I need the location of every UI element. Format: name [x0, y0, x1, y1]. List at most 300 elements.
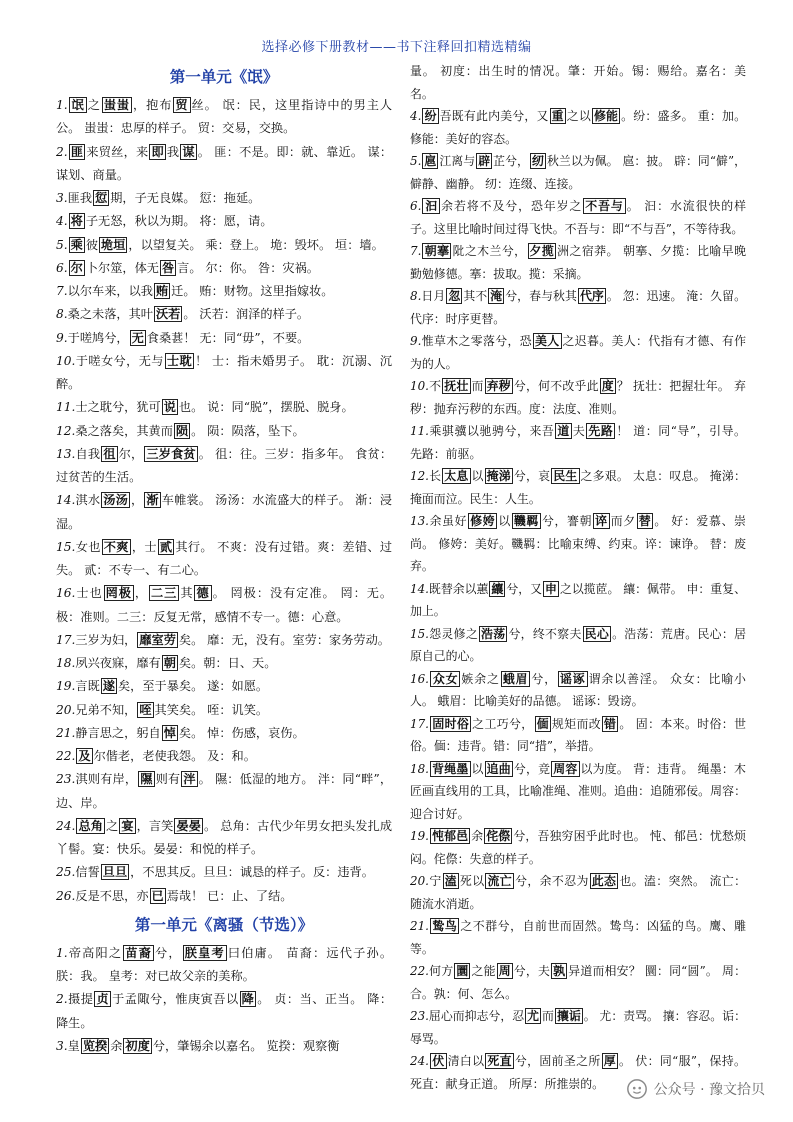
entry-text: 量。 初度：出生时的情况。肇：开始。锡：赐给。嘉名：美名。: [410, 64, 746, 101]
entry-text: 惟草木之零落兮，恐: [421, 334, 533, 348]
entry-text: 兮，肇锡余以嘉名。 览揆：观察衡: [152, 1038, 340, 1053]
boxed-term: 晏晏: [176, 818, 202, 833]
boxed-term: 伏: [431, 1054, 445, 1068]
entry-text: 秋兰以为佩。 扈：披。 辟：同“僻”，僻静、幽静。 纫：连缀、连接。: [410, 154, 746, 191]
entry-text: 车帷裳。 汤汤：水流盛大的样子。 渐：浸湿。: [56, 493, 393, 531]
annotation-entry: [56, 280, 392, 303]
entry-text: 言既: [75, 679, 100, 694]
annotation-entry: [410, 1005, 746, 1050]
entry-text: 尔偕老，老使我怨。 及：和。: [93, 749, 256, 763]
entry-number: 1.: [56, 945, 68, 960]
entry-text: 以: [498, 514, 511, 528]
entry-number: 6.: [56, 260, 68, 275]
boxed-term: 修能: [593, 109, 619, 123]
annotation-entry: [410, 465, 746, 510]
entry-number: 14.: [56, 493, 76, 508]
watermark: [626, 1078, 765, 1100]
entry-number: 4.: [56, 214, 68, 229]
boxed-term: 三岁食贫: [146, 446, 196, 461]
entry-number: 17.: [410, 716, 429, 731]
annotation-entry: [56, 210, 392, 233]
entry-text: ，士: [131, 539, 157, 554]
boxed-term: 降: [241, 992, 255, 1007]
boxed-term: 孰: [553, 964, 566, 978]
boxed-term: 圜: [456, 964, 469, 978]
annotation-entry: [56, 489, 392, 536]
entry-text: ？ 抚壮：把握壮年。 弃秽：抛弃污秽的东西。度：法度、准则。: [410, 379, 746, 416]
boxed-term: 总角: [78, 818, 104, 833]
entry-number: 13.: [410, 514, 429, 528]
boxed-term: 泮: [183, 772, 196, 787]
annotation-entry: [410, 150, 746, 195]
entry-text: 。 隰：低湿的地方。 泮：同“畔”，边、岸。: [56, 772, 393, 810]
annotation-entry: [56, 861, 392, 884]
entry-text: 夫: [572, 424, 586, 438]
entry-text: 以尔车来，以我: [67, 284, 153, 298]
entry-text: 信誓: [75, 865, 100, 880]
entry-number: 15.: [56, 539, 76, 554]
boxed-term: 沃若: [155, 307, 181, 322]
entry-text: 兮，竞: [513, 761, 551, 776]
entry-text: 士之耽兮，犹可: [75, 400, 161, 415]
boxed-term: 不爽: [103, 539, 129, 554]
entry-text: 。 贞：当、正当。 降：降生。: [56, 992, 393, 1030]
boxed-term: 将: [70, 214, 83, 229]
boxed-term: 周容: [553, 761, 578, 776]
annotation-entry: [410, 758, 746, 826]
entry-text: 言。 尔：你。 咎：灾祸。: [177, 260, 319, 275]
entry-text: 我: [166, 144, 180, 159]
entry-number: 3.: [56, 191, 68, 205]
entry-text: 自我: [75, 446, 101, 461]
boxed-term: 先路: [588, 424, 614, 438]
entry-number: 4.: [410, 109, 422, 123]
boxed-term: 流亡: [487, 874, 513, 888]
boxed-term: 替: [638, 514, 652, 528]
boxed-term: 民生: [553, 469, 578, 483]
entry-number: 10.: [56, 353, 76, 368]
entry-text: 桑之落矣，其黄而: [75, 423, 173, 438]
boxed-term: 重: [551, 109, 564, 123]
annotation-entry: [410, 825, 746, 870]
entry-text: 其笑矣。 咥：讥笑。: [154, 702, 269, 717]
boxed-term: 乘: [70, 237, 83, 252]
annotation-entry: [410, 870, 746, 915]
annotation-entry: [410, 510, 746, 578]
boxed-term: 及: [78, 749, 91, 763]
entry-text: 三岁为妇，: [75, 632, 137, 647]
entry-text: 。浩荡：荒唐。民心：居原自己的心。: [410, 626, 746, 663]
entry-text: 江离与: [439, 154, 476, 168]
entry-text: 则有: [155, 772, 181, 787]
boxed-term: 贿: [155, 284, 169, 298]
boxed-term: 汩: [424, 199, 439, 213]
boxed-term: 固时俗: [431, 716, 470, 731]
annotation-entry: [410, 195, 746, 240]
boxed-term: 背绳墨: [431, 761, 469, 776]
annotation-entry: [410, 330, 746, 375]
annotation-entry: [410, 668, 746, 713]
entry-text: 之以揽茝。 纕：佩带。 申：重复、加上。: [410, 581, 746, 618]
annotation-entry: [410, 713, 746, 758]
boxed-term: 汤汤: [103, 493, 128, 508]
entry-text: 于嗟鸠兮，: [67, 330, 129, 345]
entry-number: 18.: [410, 761, 429, 776]
entry-text: 。 伏：同“服”，保持。 死直：献身正道。 所厚：所推崇的。: [410, 1054, 746, 1091]
boxed-term: 谇: [595, 514, 608, 528]
annotation-entry: [56, 745, 392, 768]
entry-number: 14.: [410, 581, 429, 596]
entry-number: 22.: [56, 749, 76, 763]
annotation-entry: [56, 988, 392, 1035]
annotation-entry: [56, 699, 392, 722]
entry-text: 。 忽：迅速。 淹：久留。 代序：时序更替。: [410, 289, 746, 326]
annotation-entry: [56, 675, 392, 698]
boxed-term: 咥: [139, 702, 152, 717]
entry-text: 兮，夫: [513, 964, 551, 978]
boxed-term: 即: [151, 144, 164, 159]
entry-number: 17.: [56, 632, 76, 647]
entry-text: 长: [428, 469, 442, 483]
boxed-term: 德: [196, 586, 210, 601]
boxed-term: 扈: [424, 154, 437, 168]
boxed-term: 贰: [159, 539, 173, 554]
entry-text: 之不群兮，自前世而固然。鸷鸟：凶猛的鸟。鹰、雕等。: [410, 919, 746, 956]
entry-text: 迁。 贿：财物。这里指嫁妆。: [171, 284, 334, 298]
boxed-term: 渐: [146, 493, 159, 508]
entry-number: 8.: [410, 289, 422, 303]
boxed-term: 愆: [95, 191, 108, 205]
left-column: [56, 60, 392, 1058]
entry-text: 也。 说：同“脱”，摆脱、脱身。: [178, 400, 354, 415]
annotation-entry: [56, 536, 392, 583]
entry-text: 乘骐骥以驰骋兮，来吾: [428, 424, 555, 438]
entry-text: 兄弟不知，: [75, 702, 137, 717]
section-title: 第一单元《离骚（节选）》: [134, 915, 314, 934]
annotation-entry: [410, 420, 746, 465]
page-header: 选择必修下册教材——书下注释回扣精选精编: [261, 40, 532, 55]
boxed-term: 苗裔: [125, 945, 152, 960]
entry-text: 帝高阳之: [67, 945, 123, 960]
entry-text: 何方: [428, 964, 454, 978]
entry-text: 兮，终不察夫: [508, 626, 582, 641]
entry-text: 也。溘：突然。 流亡：随流水消逝。: [410, 874, 746, 911]
entry-text: 皇: [67, 1038, 80, 1053]
entry-text: 。 罔极：没有定准。 罔：无。极：准则。二三：反复无常，感情不专一。德：心意。: [56, 586, 393, 624]
entry-number: 11.: [410, 424, 429, 438]
annotation-entry: [410, 915, 746, 960]
boxed-term: 申: [545, 581, 557, 596]
entry-number: 16.: [410, 671, 429, 686]
entry-text: 夙兴夜寐，靡有: [75, 656, 161, 670]
entry-text: 淇则有岸，: [75, 772, 138, 787]
entry-text: 匪我: [67, 191, 93, 205]
boxed-term: 已: [151, 888, 164, 903]
annotation-entry: [56, 942, 392, 989]
entry-text: 来贸丝，来: [86, 144, 149, 159]
annotation-entry: [56, 722, 392, 745]
entry-text: 而: [471, 379, 484, 393]
entry-number: 23.: [410, 1009, 429, 1023]
entry-text: 丝。 氓：民，这里指诗中的男主人公。 蚩蚩：忠厚的样子。 贸：交易，交换。: [56, 98, 393, 136]
boxed-term: 度: [601, 379, 614, 393]
entry-text: 以为度。 背：违背。 绳墨：木匠画直线用的工具，比喻准绳、准则。追曲：追随邪佞。周容：迎合讨好。: [410, 761, 746, 821]
boxed-term: 尤: [527, 1009, 540, 1023]
entry-text: ，抱布: [133, 98, 173, 112]
annotation-entry: [56, 1035, 392, 1058]
boxed-term: 徂: [103, 446, 116, 461]
entry-text: 其行。 不爽：没有过错。爽：差错、过失。 贰：不专一、有二心。: [56, 539, 393, 577]
entry-text: 淇水: [75, 493, 101, 508]
boxed-term: 蛾眉: [502, 671, 529, 686]
boxed-term: 朝: [163, 656, 176, 670]
boxed-term: 不吾与: [585, 199, 624, 213]
boxed-term: 靡室劳: [139, 632, 176, 647]
boxed-term: 尔: [70, 260, 83, 275]
boxed-term: 夕揽: [529, 244, 555, 258]
boxed-term: 谣诼: [560, 671, 586, 686]
boxed-term: 垝垣: [101, 237, 126, 252]
boxed-term: 蚩蚩: [103, 98, 131, 112]
boxed-term: 遂: [102, 679, 115, 694]
boxed-term: 氓: [70, 98, 85, 112]
boxed-term: 忽: [448, 289, 461, 303]
entry-number: 2.: [56, 992, 68, 1007]
annotation-entry: [410, 375, 746, 420]
entry-number: 5.: [56, 237, 68, 252]
entry-text: 之能: [471, 964, 496, 978]
entry-text: ，: [131, 493, 144, 508]
boxed-term: 攘诟: [556, 1009, 581, 1023]
entry-text: 以: [471, 761, 484, 776]
entry-text: 以: [471, 469, 484, 483]
annotation-entry: [56, 420, 392, 443]
boxed-term: 抚壮: [444, 379, 469, 393]
boxed-term: 隰: [140, 772, 153, 787]
boxed-term: 鸷鸟: [431, 919, 458, 933]
entry-number: 5.: [410, 154, 422, 168]
entry-number: 6.: [410, 199, 422, 213]
entry-text: ，: [134, 586, 149, 601]
boxed-term: 谋: [182, 144, 195, 159]
boxed-term: 说: [163, 400, 176, 415]
annotation-entry: [56, 582, 392, 629]
entry-number: 25.: [56, 865, 76, 880]
entry-number: 10.: [410, 379, 429, 393]
entry-number: 9.: [56, 330, 68, 345]
entry-text: 。 陨：陨落，坠下。: [191, 423, 305, 438]
boxed-term: 忳郁邑: [431, 829, 469, 843]
entry-number: 11.: [56, 400, 76, 415]
entry-text: 洲之宿莽。 朝搴、夕揽：比喻早晚勤勉修德。搴：拔取。揽：采摘。: [410, 244, 746, 281]
entry-text: 食桑葚！ 无：同“毋”，不要。: [146, 330, 310, 345]
entry-text: 之: [87, 98, 101, 112]
entry-text: 余若将不及兮，恐年岁之: [441, 199, 583, 213]
entry-text: 死以: [459, 874, 485, 888]
entry-text: 彼: [85, 237, 99, 252]
entry-text: 兮，謇朝: [541, 514, 593, 528]
annotation-entry: [56, 141, 392, 188]
entry-text: 焉哉！ 已：止、了结。: [166, 888, 293, 903]
watermark-text: 公众号 · 豫文拾贝: [653, 1082, 765, 1098]
entry-number: 20.: [410, 874, 429, 888]
entry-text: 子无怒，秋以为期。 将：愿，请。: [85, 214, 273, 229]
entry-number: 12.: [56, 423, 76, 438]
entry-text: 。 沃若：润泽的样子。: [183, 307, 310, 322]
entry-text: 于孟陬兮，惟庚寅吾以: [112, 992, 239, 1007]
entry-text: 之以: [566, 109, 591, 123]
entry-number: 15.: [410, 626, 429, 641]
entry-text: 士也: [75, 586, 103, 601]
entry-text: 矣，至于暴矣。 遂：如愿。: [117, 679, 269, 694]
boxed-term: 贞: [96, 992, 110, 1007]
entry-text: 余: [471, 829, 484, 843]
boxed-term: 二三: [151, 586, 178, 601]
boxed-term: 罔极: [105, 586, 132, 601]
entry-text: 谓余以善淫。 众女：比喻小人。 蛾眉：比喻美好的品德。 谣诼：毁谤。: [410, 671, 746, 708]
entry-number: 18.: [56, 656, 76, 670]
annotation-entry: [56, 257, 392, 280]
entry-text: 之迟暮。美人：代指有才德、有作为的人。: [410, 334, 746, 371]
annotation-entry: [410, 240, 746, 285]
boxed-term: 掩涕: [486, 469, 511, 483]
entry-text: 兮，哀: [513, 469, 551, 483]
entry-text: 兮，余不忍为: [515, 874, 589, 888]
entry-text: 兮，固前圣之所: [514, 1054, 601, 1068]
entry-text: 屈心而抑志兮，忍: [428, 1009, 525, 1023]
entry-text: 静言思之，躬自: [75, 725, 161, 740]
entry-text: ，不思其反。旦旦：诚恳的样子。反：违背。: [130, 865, 374, 880]
boxed-term: 众女: [431, 671, 459, 686]
entry-number: 20.: [56, 702, 76, 717]
annotation-entry: [56, 629, 392, 652]
entry-text: 。 总角：古代少年男女把头发扎成丫髻。宴：快乐。晏晏：和悦的样子。: [56, 818, 393, 856]
entry-text: 宁: [428, 874, 442, 888]
entry-text: ！ 道：同“导”，引导。 先路：前驱。: [410, 424, 746, 461]
entry-text: 女也: [75, 539, 101, 554]
entry-text: 之多艰。 太息：叹息。 掩涕：掩面而泣。民生：人生。: [410, 469, 746, 506]
annotation-entry: [410, 60, 746, 105]
entry-text: 兮，春与秋其: [505, 289, 577, 303]
entry-text: 兮，又: [506, 581, 543, 596]
annotation-entry: [56, 885, 392, 908]
annotation-entry: [56, 187, 392, 210]
entry-text: 。纷：盛多。 重：加。修能：美好的容态。: [410, 109, 746, 146]
boxed-term: 弃秽: [486, 379, 511, 393]
entry-number: 22.: [410, 964, 429, 978]
entry-text: 余虽好: [428, 514, 468, 528]
annotation-entry: [56, 652, 392, 675]
entry-number: 1.: [56, 98, 68, 112]
entry-text: 其不: [463, 289, 488, 303]
boxed-term: 贸: [175, 98, 189, 112]
boxed-term: 侘傺: [486, 829, 511, 843]
annotation-entry: [410, 623, 746, 668]
boxed-term: 陨: [175, 423, 189, 438]
entry-text: 异道而相安？ 圜：同“圆”。 周：合。孰：何、怎么。: [410, 964, 746, 1001]
entry-text: 矣。 靡：无，没有。室劳：家务劳动。: [178, 632, 390, 647]
entry-number: 8.: [56, 307, 68, 322]
boxed-term: 悼: [163, 725, 176, 740]
entry-text: 怨灵修之: [428, 626, 479, 641]
entry-text: 之: [106, 818, 119, 833]
entry-text: 余: [110, 1038, 123, 1053]
entry-number: 3.: [56, 1038, 68, 1053]
boxed-term: 偭: [536, 716, 549, 731]
entry-number: 12.: [410, 469, 429, 483]
entry-text: 阰之木兰兮，: [452, 244, 527, 258]
entry-text: 。 匪：不是。即：就、靠近。 谋：谋划、商量。: [56, 144, 393, 182]
entry-text: 嫉余之: [461, 671, 500, 686]
entry-text: 于嗟女兮，无与: [75, 353, 164, 368]
boxed-term: 鞿羁: [513, 514, 539, 528]
annotation-entry: [56, 396, 392, 419]
entry-text: 反是不思，亦: [75, 888, 149, 903]
entry-text: 兮，吾独穷困乎此时也。 忳、郁邑：忧愁烦闷。侘傺：失意的样子。: [410, 829, 746, 866]
boxed-term: 追曲: [486, 761, 511, 776]
entry-text: 吾既有此内美兮，又: [439, 109, 549, 123]
entry-number: 7.: [410, 244, 422, 258]
boxed-term: 道: [557, 424, 570, 438]
wechat-official-account-icon: [626, 1078, 648, 1100]
entry-text: 期，子无良媒。 愆：拖延。: [110, 191, 261, 205]
entry-number: 19.: [410, 829, 429, 843]
entry-text: 。 好：爱慕、崇尚。 修姱：美好。鞿羁：比喻束缚、约束。谇：谏诤。 替：废弃。: [410, 514, 746, 573]
entry-number: 26.: [56, 888, 76, 903]
boxed-term: 美人: [535, 334, 560, 348]
entry-text: 矣。朝：日、天。: [178, 656, 277, 670]
boxed-term: 浩荡: [481, 626, 506, 641]
annotation-entry: [410, 285, 746, 330]
entry-text: 芷兮，: [493, 154, 529, 168]
entry-text: 兮，何不改乎此: [513, 379, 599, 393]
entry-text: ，以望复关。 乘：登上。 垝：毁坏。 垣：墙。: [128, 237, 384, 252]
boxed-term: 朕皇考: [184, 945, 225, 960]
entry-text: 而夕: [610, 514, 636, 528]
entry-text: 曰伯庸。 苗裔：远代子孙。 朕：我。 皇考：对已故父亲的美称。: [56, 945, 393, 983]
annotation-entry: [56, 350, 392, 397]
boxed-term: 代序: [579, 289, 604, 303]
entry-number: 7.: [56, 284, 68, 298]
annotation-entry: [56, 94, 392, 141]
right-column: [410, 60, 746, 1095]
entry-text: 桑之未落，其叶: [67, 307, 153, 322]
entry-text: 规矩而改: [551, 716, 602, 731]
annotation-entry: [410, 578, 746, 623]
entry-number: 24.: [56, 818, 76, 833]
entry-number: 2.: [56, 144, 68, 159]
boxed-term: 周: [498, 964, 511, 978]
annotation-entry: [410, 960, 746, 1005]
entry-text: 。 徂：往。三岁：指多年。 食贫：过贫苦的生活。: [56, 446, 393, 484]
boxed-term: 太息: [444, 469, 469, 483]
annotation-entry: [56, 768, 392, 815]
annotation-entry: [410, 105, 746, 150]
entry-number: 13.: [56, 446, 76, 461]
boxed-term: 民心: [584, 626, 610, 641]
entry-number: 19.: [56, 679, 76, 694]
section-title: 第一单元《氓》: [169, 68, 279, 86]
entry-text: 尔，: [118, 446, 144, 461]
annotation-entry: [56, 815, 392, 862]
boxed-term: 纕: [491, 581, 504, 596]
annotation-entry: [56, 443, 392, 490]
boxed-term: 错: [604, 716, 617, 731]
entry-text: 兮，: [531, 671, 557, 686]
entry-text: 之工巧兮，: [472, 716, 534, 731]
entry-text: 。 汩：水流很快的样子。这里比喻时间过得飞快。不吾与：即“不与吾”，不等待我。: [410, 199, 746, 236]
boxed-term: 览揆: [82, 1038, 108, 1053]
